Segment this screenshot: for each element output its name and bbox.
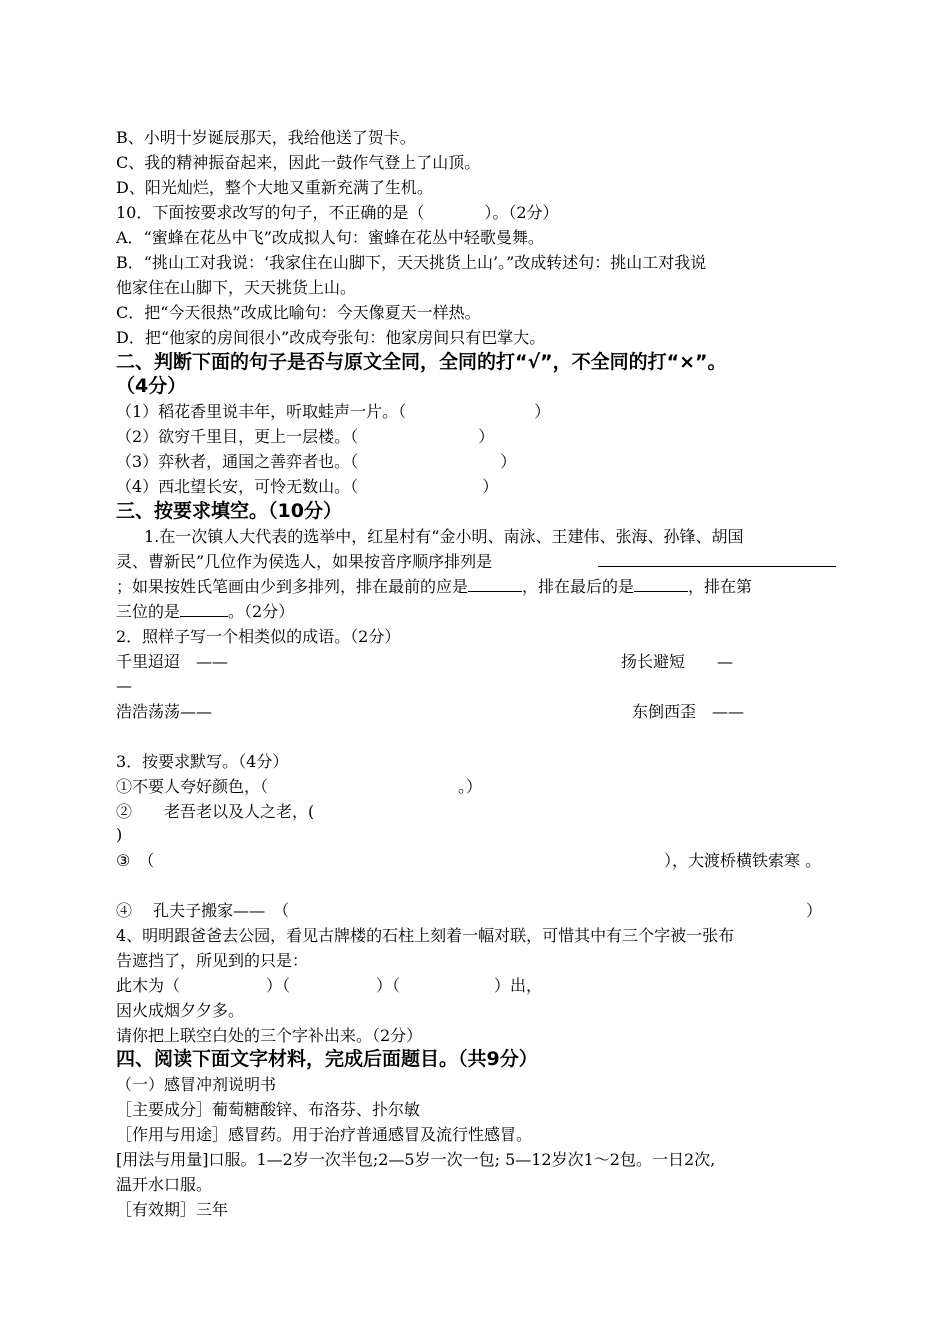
s3-q3-item2-close: ) — [116, 825, 123, 844]
q9-option-d: D、阳光灿烂，整个大地又重新充满了生机。 — [116, 178, 433, 197]
s3-q3-item2: ② 老吾老以及人之老，( — [116, 802, 315, 821]
section4-title: 四、阅读下面文字材料，完成后面题目。（共9分） — [116, 1048, 538, 1070]
s3-q4-line4: 因火成烟夕夕多。 — [116, 1001, 245, 1020]
s3-q4-line1: 4、明明跟爸爸去公园，看见古牌楼的石柱上刻着一幅对联，可惜其中有三个字被一张布 — [116, 926, 735, 945]
s3-q1-third-blank[interactable] — [180, 600, 228, 617]
s3-q1-line3-b: ，排在最后的是 — [522, 577, 635, 596]
q10-option-a: A．“蜜蜂在花丛中飞”改成拟人句：蜜蜂在花丛中轻歌曼舞。 — [116, 228, 544, 247]
q10-stem-end: ）。（2分） — [484, 203, 559, 222]
q10-option-c: C．把“今天很热”改成比喻句：今天像夏天一样热。 — [116, 303, 481, 322]
s3-q1-last-blank[interactable] — [634, 575, 688, 592]
s3-q4-line3-d: ）出， — [494, 976, 543, 995]
s3-q1-line3-c: ，排在第 — [688, 577, 753, 596]
s3-q3-title: 3．按要求默写。（4分） — [116, 752, 289, 771]
s4-line1: ［主要成分］葡萄糖酸锌、布洛芬、扑尔敏 — [116, 1100, 421, 1119]
section2-item-3-text: （3）弈秋者，通国之善弈者也。（ — [116, 452, 359, 471]
section2-item-4 — [116, 475, 498, 499]
q10-option-b-line2: 他家住在山脚下，天天挑货上山。 — [116, 278, 357, 297]
section2-item-3-close: ） — [500, 452, 517, 471]
s3-q4-line3-a: 此木为（ — [116, 976, 181, 995]
s3-q2-right2: 东倒西歪 —— — [632, 702, 745, 721]
q9-option-b: B、小明十岁诞辰那天，我给他送了贺卡。 — [116, 128, 416, 147]
s3-q3-item1-b: 。） — [458, 777, 483, 796]
s3-q1-line4-a: 三位的是 — [116, 602, 181, 621]
section2-points: （4分） — [116, 375, 187, 397]
q10-option-d: D．把“他家的房间很小”改成夸张句：他家房间只有巴掌大。 — [116, 328, 546, 347]
s3-q3-item1-a: ①不要人夸好颜色，（ — [116, 777, 269, 796]
s4-line5: ［有效期］三年 — [116, 1200, 229, 1219]
section2-item-1-text: （1）稻花香里说丰年，听取蛙声一片。（ — [116, 402, 407, 421]
s3-q4-line3-b: ）（ — [266, 976, 291, 995]
section2-item-1 — [116, 400, 550, 424]
s3-q2-left1: 千里迢迢 —— — [116, 652, 229, 671]
s4-line3: [用法与用量]口服。1—2岁一次半包;2—5岁一次一包; 5—12岁次1～2包。一日2次, — [116, 1150, 716, 1169]
s3-q1-line1: 1.在一次镇人大代表的选举中，红星村有“金小明、南泳、王建伟、张海、孙锋、胡国 — [144, 527, 744, 546]
s3-q3-item4-b: ） — [806, 901, 823, 920]
s3-q2-right1: 扬长避短 — — [621, 652, 734, 671]
section2-item-1-close: ） — [534, 402, 551, 421]
section2-item-2-close: ） — [478, 427, 495, 446]
s3-q3-item3-b: ），大渡桥横铁索寒 。 — [664, 851, 822, 870]
section2-item-2-text: （2）欲穷千里目，更上一层楼。（ — [116, 427, 359, 446]
section2-item-2 — [116, 425, 494, 449]
s3-q4-line3 — [116, 974, 542, 998]
s3-q3-item3-a: ③ （ — [116, 851, 155, 870]
s3-q4-line3-c: ）（ — [376, 976, 401, 995]
s3-q1-line2-text: 灵、曹新民”几位作为侯选人，如果按音序顺序排列是 — [116, 552, 493, 571]
s4-line2: ［作用与用途］感冒药。用于治疗普通感冒及流行性感冒。 — [116, 1125, 533, 1144]
s3-q4-line5: 请你把上联空白处的三个字补出来。（2分） — [116, 1026, 423, 1045]
s3-q1-first-blank[interactable] — [468, 575, 522, 592]
q9-option-c: C、我的精神振奋起来，因此一鼓作气登上了山顶。 — [116, 153, 481, 172]
s3-q1-line2 — [116, 550, 492, 574]
s3-q3-item4-a: ④ 孔夫子搬家—— （ — [116, 901, 290, 920]
s3-q2-title: 2．照样子写一个相类似的成语。（2分） — [116, 627, 401, 646]
s3-q4-line2: 告遮挡了，所见到的只是： — [116, 951, 309, 970]
s3-q1-line4 — [116, 600, 294, 624]
s4-line4: 温开水口服。 — [116, 1175, 213, 1194]
q10-option-b-line1: B．“挑山工对我说：‘我家住在山脚下，天天挑货上山’。”改成转述句：挑山工对我说 — [116, 253, 707, 272]
s4-subtitle: （一）感冒冲剂说明书 — [116, 1075, 277, 1094]
section2-item-4-close: ） — [482, 477, 499, 496]
s3-q2-wrap: — — [116, 676, 132, 695]
section2-title: 二、判断下面的句子是否与原文全同，全同的打“√”，不全同的打“×”。 — [116, 351, 727, 373]
s3-q1-line3 — [116, 575, 752, 599]
q10-stem — [116, 201, 559, 225]
s3-q2-left2: 浩浩荡荡—— — [116, 702, 213, 721]
section2-item-4-text: （4）西北望长安，可怜无数山。（ — [116, 477, 359, 496]
s3-q1-pinyin-blank[interactable] — [598, 566, 836, 567]
s3-q3-item1 — [116, 775, 482, 799]
s3-q1-line3-a: ；如果按姓氏笔画由少到多排列，排在最前的应是 — [116, 577, 469, 596]
section3-title: 三、按要求填空。（10分） — [116, 500, 342, 522]
q10-stem-text: 10．下面按要求改写的句子，不正确的是（ — [116, 203, 425, 222]
section2-item-3 — [116, 450, 516, 474]
s3-q1-line4-b: 。（2分） — [228, 602, 295, 621]
